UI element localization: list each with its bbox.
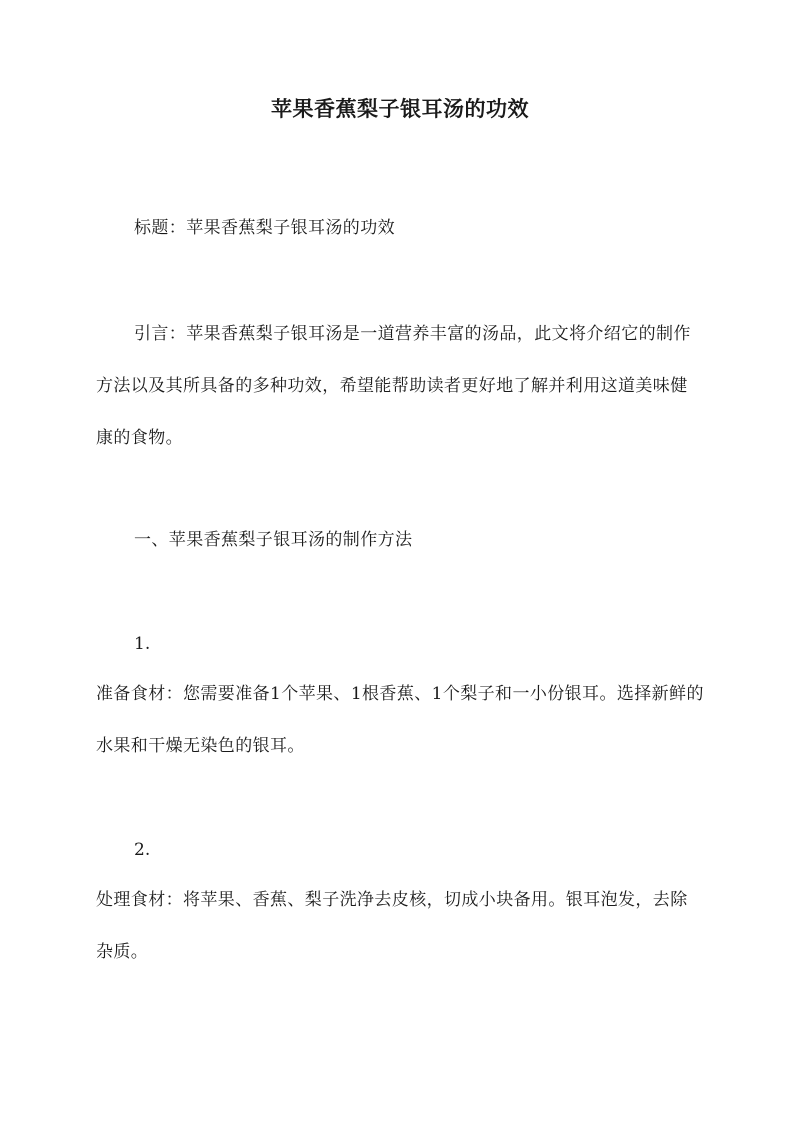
section-heading: 一、苹果香蕉梨子银耳汤的制作方法 [134, 530, 413, 550]
intro-paragraph: 引言：苹果香蕉梨子银耳汤是一道营养丰富的汤品，此文将介绍它的制作方法以及其所具备的多种功效，希望能帮助读者更好地了解并利用这道美味健康的食物。 [96, 324, 691, 448]
step-number: 1. [134, 634, 151, 654]
step-text: 处理食材：将苹果、香蕉、梨子洗净去皮核，切成小块备用。银耳泡发，去除杂质。 [96, 890, 688, 962]
subtitle-paragraph: 标题：苹果香蕉梨子银耳汤的功效 [134, 218, 395, 238]
step-number: 2. [134, 840, 151, 860]
document-title: 苹果香蕉梨子银耳汤的功效 [271, 96, 529, 121]
step-text: 准备食材：您需要准备1个苹果、1根香蕉、1个梨子和一小份银耳。选择新鲜的水果和干燥无染色的银耳。 [96, 684, 704, 756]
